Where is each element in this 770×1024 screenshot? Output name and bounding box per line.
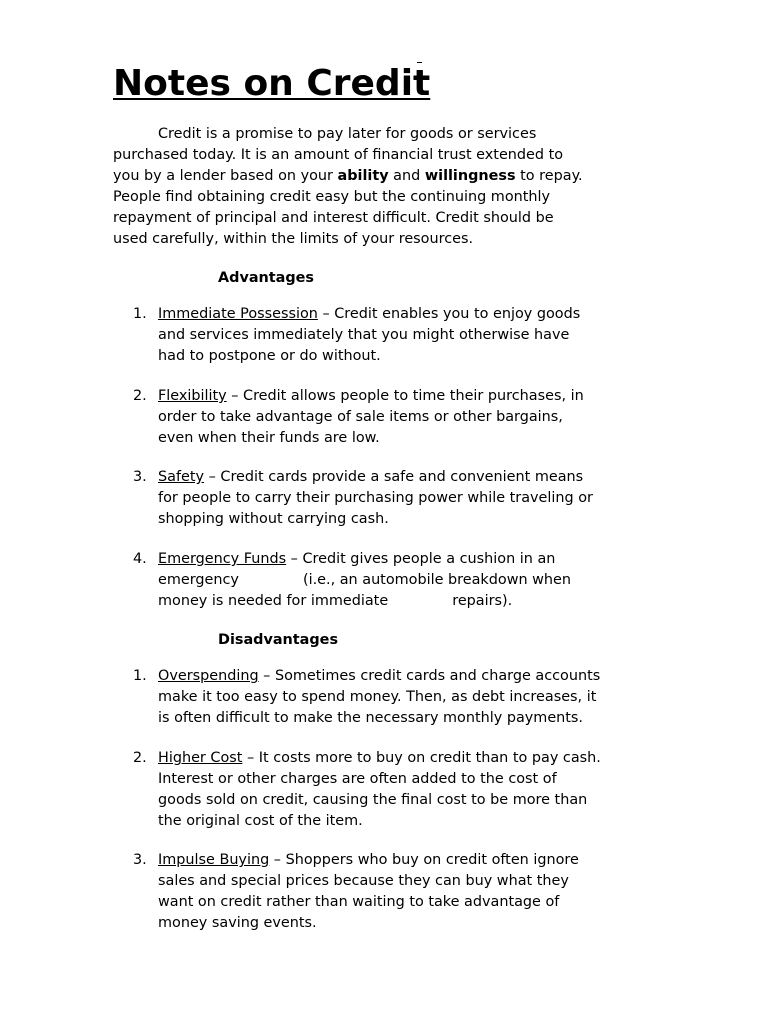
item-line: money saving events.	[158, 915, 317, 931]
item-line: is often difficult to make the necessary monthly payments.	[158, 710, 584, 726]
item-line: had to postpone or do without.	[158, 348, 381, 364]
item-number: 3.	[133, 852, 147, 868]
item-line: even when their funds are low.	[158, 430, 380, 446]
item-line	[158, 304, 638, 325]
item-text: – Credit allows people to time their purchases, in	[226, 388, 584, 404]
item-line: goods sold on credit, causing the final cost to be more than	[158, 792, 588, 808]
item-number: 2.	[133, 750, 147, 766]
item-term: Safety	[158, 469, 205, 485]
item-body	[158, 850, 638, 934]
item-text: – Shoppers who buy on credit often ignore	[269, 852, 579, 868]
item-body	[158, 467, 638, 530]
item-line: money is needed for immediate repairs).	[158, 593, 513, 609]
intro-paragraph	[113, 124, 633, 250]
item-term: Overspending	[158, 668, 259, 684]
item-term: Immediate Possession	[158, 306, 318, 322]
item-line	[158, 549, 638, 570]
intro-line	[113, 166, 633, 187]
item-body	[158, 304, 638, 367]
item-line: for people to carry their purchasing power while traveling or	[158, 490, 593, 506]
item-text: – Credit cards provide a safe and convenient means	[204, 469, 584, 485]
item-term: Higher Cost	[158, 750, 243, 766]
item-line	[158, 748, 638, 769]
advantages-heading: Advantages	[218, 270, 314, 286]
item-text: – Credit enables you to enjoy goods	[317, 306, 581, 322]
intro-text: you by a lender based on your	[113, 168, 338, 184]
item-line	[158, 850, 638, 871]
item-text: – Credit gives people a cushion in an	[286, 551, 556, 567]
intro-text: to repay.	[515, 168, 583, 184]
item-term: Emergency Funds	[158, 551, 287, 567]
item-line	[158, 666, 638, 687]
item-line: shopping without carrying cash.	[158, 511, 389, 527]
item-line: order to take advantage of sale items or other bargains,	[158, 409, 563, 425]
item-line	[158, 467, 638, 488]
item-number: 2.	[133, 388, 147, 404]
willingness-emphasis: willingness	[424, 168, 516, 184]
item-term: Impulse Buying	[158, 852, 270, 868]
item-line: sales and special prices because they can buy what they	[158, 873, 569, 889]
item-line: emergency (i.e., an automobile breakdown when	[158, 572, 572, 588]
item-line: the original cost of the item.	[158, 813, 363, 829]
item-line: want on credit rather than waiting to take advantage of	[158, 894, 560, 910]
intro-line: purchased today. It is an amount of financial trust extended to	[113, 147, 564, 163]
intro-text: and	[388, 168, 425, 184]
item-text: – Sometimes credit cards and charge accounts	[258, 668, 601, 684]
page-title: Notes on Credit	[113, 63, 431, 104]
intro-line: People find obtaining credit easy but the continuing monthly	[113, 189, 551, 205]
intro-line: Credit is a promise to pay later for goods or services	[158, 126, 537, 142]
ability-emphasis: ability	[337, 168, 389, 184]
item-number: 3.	[133, 469, 147, 485]
item-line: Interest or other charges are often added to the cost of	[158, 771, 557, 787]
item-number: 4.	[133, 551, 147, 567]
intro-line: repayment of principal and interest difficult. Credit should be	[113, 210, 554, 226]
item-line: and services immediately that you might otherwise have	[158, 327, 570, 343]
intro-line: used carefully, within the limits of your resources.	[113, 231, 474, 247]
item-text: – It costs more to buy on credit than to pay cash.	[242, 750, 601, 766]
item-number: 1.	[133, 668, 147, 684]
disadvantages-heading: Disadvantages	[218, 632, 339, 648]
item-line	[158, 386, 638, 407]
item-number: 1.	[133, 306, 147, 322]
item-body	[158, 666, 638, 729]
item-body	[158, 386, 638, 449]
item-term: Flexibility	[158, 388, 227, 404]
title-mark	[417, 62, 422, 63]
item-body	[158, 549, 638, 612]
item-line: make it too easy to spend money. Then, as debt increases, it	[158, 689, 597, 705]
item-body	[158, 748, 638, 832]
